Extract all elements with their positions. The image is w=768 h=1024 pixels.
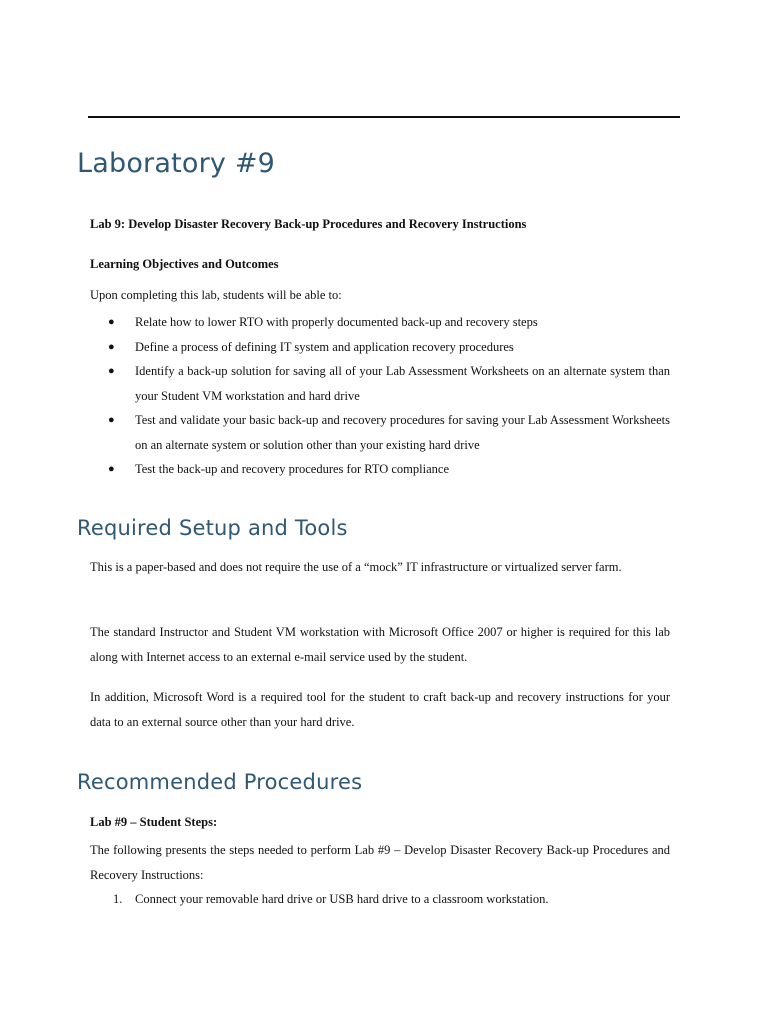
bullet-icon: ● [108,340,115,353]
header-rule [88,116,680,118]
steps-intro: The following presents the steps needed to perform Lab #9 – Develop Disaster Recovery Back-up Procedures and Recovery Instructions: [90,843,670,882]
objectives-intro: Upon completing this lab, students will be able to: [90,288,342,302]
objective-text: Relate how to lower RTO with properly documented back-up and recovery steps [135,315,538,329]
bullet-icon: ● [108,365,115,377]
list-item [108,457,670,482]
step-text: Connect your removable hard drive or USB hard drive to a classroom workstation. [135,892,549,906]
setup-paragraph-3: In addition, Microsoft Word is a required tool for the student to craft back-up and recovery instructions for your data to an external source other than your hard drive. [90,690,670,729]
bullet-icon: ● [108,463,115,475]
lab-title: Lab 9: Develop Disaster Recovery Back-up Procedures and Recovery Instructions [90,217,527,231]
list-item [108,408,670,457]
bullet-icon: ● [108,414,115,426]
objective-text: Define a process of defining IT system and application recovery procedures [135,339,514,354]
setup-heading: Required Setup and Tools [77,516,348,540]
objective-text: Test and validate your basic back-up and recovery procedures for saving your Lab Assessment Worksheets on an alternate system or solution other than your existing hard drive [135,413,670,452]
page-title: Laboratory #9 [77,148,276,179]
objective-text: Identify a back-up solution for saving all of your Lab Assessment Worksheets on an alternate system than your Student VM workstation and hard drive [135,364,670,403]
step-number: 1. [113,892,123,906]
list-item [108,887,670,911]
objectives-list [108,310,670,482]
objective-text: Test the back-up and recovery procedures for RTO compliance [135,462,449,476]
list-item [108,359,670,408]
bullet-icon: ● [108,316,115,328]
student-steps-heading: Lab #9 – Student Steps: [90,815,218,829]
steps-list [108,887,670,911]
setup-paragraph-2: The standard Instructor and Student VM workstation with Microsoft Office 2007 or higher is required for this lab along with Internet access to an external e-mail service used by the student. [90,625,670,664]
list-item [108,310,670,335]
list-item [108,335,670,360]
setup-paragraph-1: This is a paper-based and does not require the use of a “mock” IT infrastructure or virtualized server farm. [90,560,622,574]
procedures-heading: Recommended Procedures [77,770,363,794]
objectives-heading: Learning Objectives and Outcomes [90,257,279,271]
